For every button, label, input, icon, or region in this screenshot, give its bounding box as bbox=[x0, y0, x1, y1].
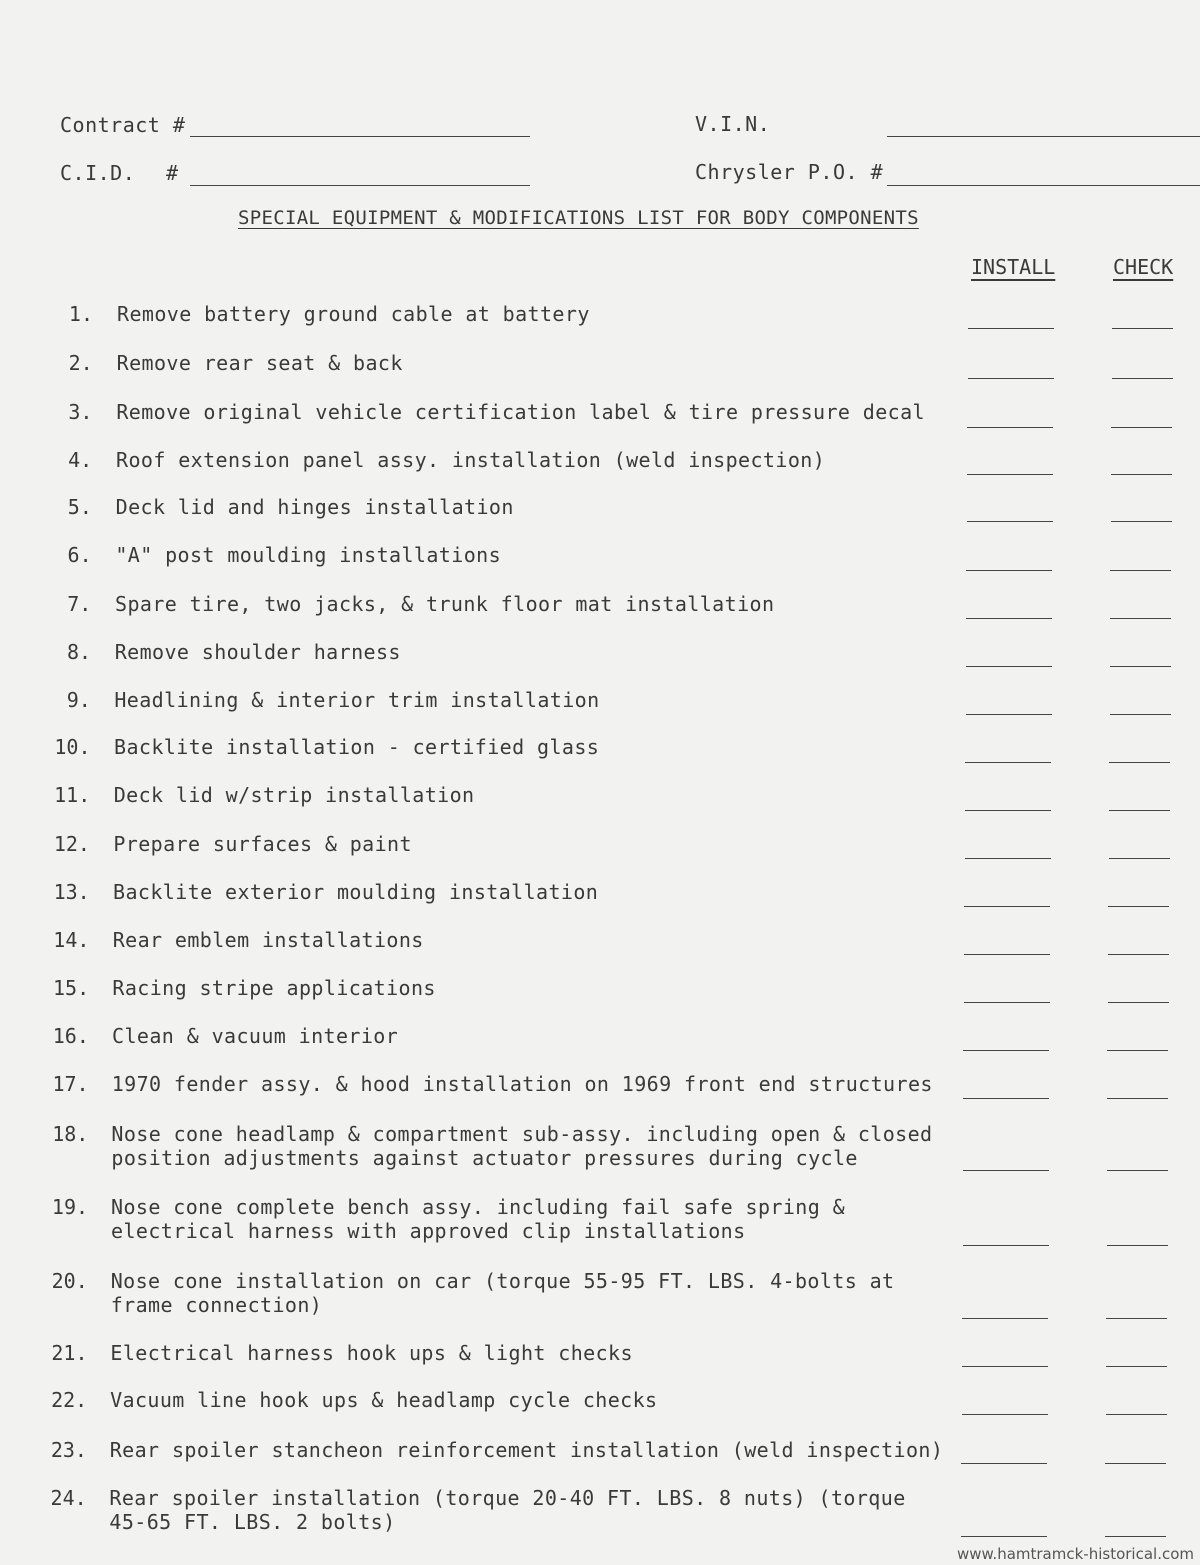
install-blank[interactable] bbox=[963, 1050, 1049, 1051]
item-description: 1970 fender assy. & hood installation on 1969 front end structures bbox=[111, 1072, 933, 1096]
item-number: 6. bbox=[67, 543, 92, 567]
check-blank[interactable] bbox=[1107, 1098, 1168, 1099]
check-blank[interactable] bbox=[1108, 954, 1169, 955]
install-blank[interactable] bbox=[961, 1463, 1047, 1464]
install-blank[interactable] bbox=[963, 1245, 1049, 1246]
item-number: 11. bbox=[54, 783, 91, 807]
item-description: Rear emblem installations bbox=[112, 928, 424, 952]
install-blank[interactable] bbox=[966, 570, 1052, 571]
vin-field[interactable] bbox=[887, 136, 1200, 137]
item-description: Nose cone complete bench assy. including fail safe spring & electrical harness with approved clip installations bbox=[111, 1195, 846, 1243]
install-blank[interactable] bbox=[965, 858, 1051, 859]
item-number: 17. bbox=[52, 1072, 89, 1096]
vin-label: V.I.N. bbox=[695, 112, 771, 136]
item-description: Headlining & interior trim installation bbox=[114, 688, 600, 712]
install-blank[interactable] bbox=[967, 474, 1053, 475]
item-number: 9. bbox=[66, 688, 91, 712]
install-blank[interactable] bbox=[965, 810, 1051, 811]
page-title: SPECIAL EQUIPMENT & MODIFICATIONS LIST FOR BODY COMPONENTS bbox=[238, 207, 919, 229]
item-number: 21. bbox=[51, 1341, 88, 1365]
check-blank[interactable] bbox=[1109, 858, 1170, 859]
install-blank[interactable] bbox=[967, 521, 1053, 522]
item-number: 15. bbox=[53, 976, 90, 1000]
item-description: Clean & vacuum interior bbox=[112, 1024, 399, 1048]
check-blank[interactable] bbox=[1106, 1366, 1167, 1367]
check-blank[interactable] bbox=[1105, 1463, 1166, 1464]
item-description: "A" post moulding installations bbox=[115, 543, 502, 567]
check-blank[interactable] bbox=[1110, 714, 1171, 715]
item-number: 1. bbox=[68, 302, 93, 326]
cid-hash: # bbox=[166, 161, 179, 185]
chrysler-po-label: Chrysler P.O. # bbox=[695, 160, 884, 184]
contract-field[interactable] bbox=[190, 136, 530, 137]
item-number: 24. bbox=[50, 1486, 87, 1510]
item-description: Prepare surfaces & paint bbox=[113, 832, 412, 856]
item-number: 3. bbox=[68, 400, 93, 424]
item-number: 8. bbox=[66, 640, 92, 664]
item-description: Vacuum line hook ups & headlamp cycle checks bbox=[110, 1388, 658, 1412]
item-description: Electrical harness hook ups & light checks bbox=[110, 1341, 633, 1365]
install-blank[interactable] bbox=[966, 618, 1052, 619]
check-blank[interactable] bbox=[1109, 762, 1170, 763]
install-blank[interactable] bbox=[964, 954, 1050, 955]
install-blank[interactable] bbox=[966, 666, 1052, 667]
install-blank[interactable] bbox=[963, 1098, 1049, 1099]
check-blank[interactable] bbox=[1109, 810, 1170, 811]
install-blank[interactable] bbox=[968, 328, 1054, 329]
install-blank[interactable] bbox=[963, 1170, 1049, 1171]
item-description: Remove original vehicle certification label & tire pressure decal bbox=[116, 400, 925, 424]
check-blank[interactable] bbox=[1107, 1245, 1168, 1246]
item-description: Remove rear seat & back bbox=[116, 351, 403, 375]
cid-label: C.I.D. bbox=[60, 161, 136, 185]
item-number: 12. bbox=[53, 832, 90, 856]
check-blank[interactable] bbox=[1105, 1536, 1166, 1537]
check-blank[interactable] bbox=[1107, 1050, 1168, 1051]
item-description: Backlite installation - certified glass bbox=[114, 735, 600, 759]
check-blank[interactable] bbox=[1111, 521, 1172, 522]
item-number: 10. bbox=[54, 735, 91, 759]
item-description: Remove battery ground cable at battery bbox=[117, 302, 590, 326]
check-blank[interactable] bbox=[1111, 427, 1172, 428]
item-number: 5. bbox=[67, 495, 92, 519]
item-number: 23. bbox=[50, 1438, 87, 1462]
install-blank[interactable] bbox=[965, 762, 1051, 763]
watermark: www.hamtramck-historical.com bbox=[957, 1545, 1194, 1563]
item-number: 4. bbox=[68, 448, 93, 472]
install-blank[interactable] bbox=[964, 1002, 1050, 1003]
install-blank[interactable] bbox=[964, 906, 1050, 907]
install-blank[interactable] bbox=[962, 1318, 1048, 1319]
item-description: Nose cone installation on car (torque 55-95 FT. LBS. 4-bolts at frame connection) bbox=[110, 1269, 895, 1317]
item-number: 19. bbox=[51, 1195, 89, 1219]
item-description: Rear spoiler installation (torque 20-40 FT. LBS. 8 nuts) (torque 45-65 FT. LBS. 2 bolts) bbox=[109, 1486, 906, 1534]
item-description: Nose cone headlamp & compartment sub-assy. including open & closed position adjustments against actuator pressures during cycle bbox=[111, 1122, 933, 1170]
check-blank[interactable] bbox=[1108, 1002, 1169, 1003]
check-blank[interactable] bbox=[1106, 1318, 1167, 1319]
check-blank[interactable] bbox=[1107, 1170, 1168, 1171]
check-blank[interactable] bbox=[1110, 666, 1171, 667]
contract-label: Contract # bbox=[60, 113, 186, 137]
item-number: 7. bbox=[67, 592, 92, 616]
install-blank[interactable] bbox=[967, 427, 1053, 428]
item-number: 18. bbox=[52, 1122, 89, 1146]
install-blank[interactable] bbox=[966, 714, 1052, 715]
check-blank[interactable] bbox=[1112, 328, 1173, 329]
check-blank[interactable] bbox=[1112, 378, 1173, 379]
check-blank[interactable] bbox=[1110, 618, 1171, 619]
item-description: Backlite exterior moulding installation bbox=[113, 880, 599, 904]
item-description: Deck lid and hinges installation bbox=[115, 495, 514, 519]
check-blank[interactable] bbox=[1110, 570, 1171, 571]
item-number: 2. bbox=[68, 351, 93, 375]
item-number: 20. bbox=[51, 1269, 88, 1293]
item-description: Remove shoulder harness bbox=[114, 640, 401, 664]
install-column-header: INSTALL bbox=[971, 255, 1056, 279]
check-blank[interactable] bbox=[1108, 906, 1169, 907]
item-number: 22. bbox=[51, 1388, 88, 1412]
item-description: Spare tire, two jacks, & trunk floor mat installation bbox=[115, 592, 775, 616]
item-number: 13. bbox=[53, 880, 90, 904]
item-number: 16. bbox=[52, 1024, 89, 1048]
check-blank[interactable] bbox=[1111, 474, 1172, 475]
install-blank[interactable] bbox=[968, 378, 1054, 379]
install-blank[interactable] bbox=[962, 1414, 1048, 1415]
install-blank[interactable] bbox=[961, 1536, 1047, 1537]
install-blank[interactable] bbox=[962, 1366, 1048, 1367]
item-description: Deck lid w/strip installation bbox=[113, 783, 475, 807]
item-description: Roof extension panel assy. installation (weld inspection) bbox=[116, 448, 826, 472]
item-number: 14. bbox=[53, 928, 90, 952]
item-description: Racing stripe applications bbox=[112, 976, 436, 1000]
chrysler-po-field[interactable] bbox=[887, 185, 1200, 186]
item-description: Rear spoiler stancheon reinforcement installation (weld inspection) bbox=[109, 1438, 944, 1462]
check-column-header: CHECK bbox=[1113, 255, 1174, 279]
cid-field[interactable] bbox=[190, 185, 530, 186]
check-blank[interactable] bbox=[1106, 1414, 1167, 1415]
